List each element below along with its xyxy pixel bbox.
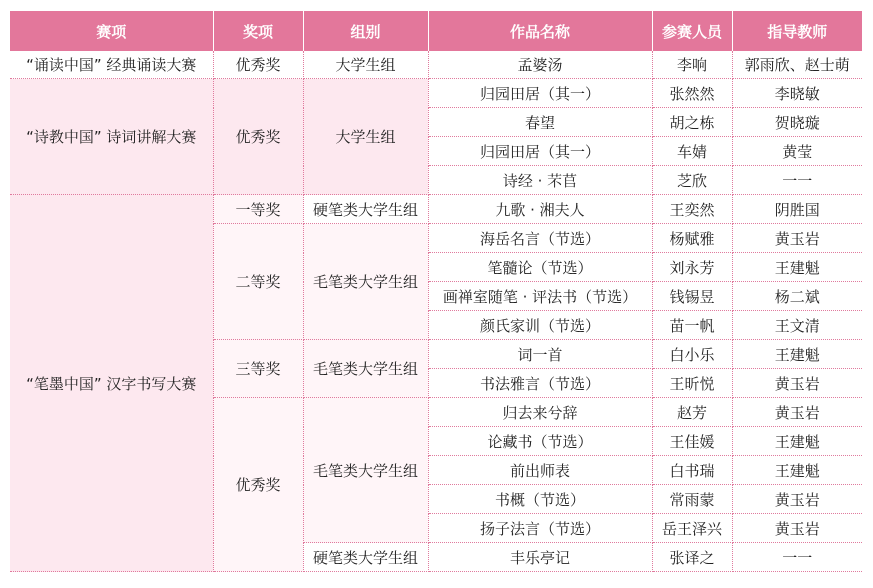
person-cell: 赵芳 bbox=[652, 398, 732, 427]
teacher-cell: 黄玉岩 bbox=[732, 514, 862, 543]
teacher-cell: 王建魁 bbox=[732, 427, 862, 456]
teacher-cell: 王建魁 bbox=[732, 253, 862, 282]
work-cell: 笔髓论（节选） bbox=[428, 253, 652, 282]
award-cell: 二等奖 bbox=[213, 224, 303, 340]
person-cell: 白小乐 bbox=[652, 340, 732, 369]
award-cell: 一等奖 bbox=[213, 195, 303, 224]
group-cell: 毛笔类大学生组 bbox=[303, 224, 428, 340]
work-cell: 九歌 · 湘夫人 bbox=[428, 195, 652, 224]
contest-cell: “诵读中国” 经典诵读大赛 bbox=[10, 51, 213, 79]
header-contest: 赛项 bbox=[10, 11, 213, 51]
teacher-cell: 黄玉岩 bbox=[732, 398, 862, 427]
header-award: 奖项 bbox=[213, 11, 303, 51]
header-teacher: 指导教师 bbox=[732, 11, 862, 51]
work-cell: 扬子法言（节选） bbox=[428, 514, 652, 543]
work-cell: 春望 bbox=[428, 108, 652, 137]
group-cell: 硬笔类大学生组 bbox=[303, 543, 428, 572]
work-cell: 颜氏家训（节选） bbox=[428, 311, 652, 340]
work-cell: 书法雅言（节选） bbox=[428, 369, 652, 398]
award-cell: 优秀奖 bbox=[213, 398, 303, 572]
person-cell: 苗一帆 bbox=[652, 311, 732, 340]
person-cell: 白书瑞 bbox=[652, 456, 732, 485]
table-row bbox=[10, 195, 862, 224]
work-cell: 归园田居（其一） bbox=[428, 137, 652, 166]
header-group: 组别 bbox=[303, 11, 428, 51]
group-cell: 大学生组 bbox=[303, 51, 428, 79]
work-cell: 画禅室随笔 · 评法书（节选） bbox=[428, 282, 652, 311]
award-cell: 优秀奖 bbox=[213, 51, 303, 79]
work-cell: 诗经 · 芣苢 bbox=[428, 166, 652, 195]
person-cell: 李响 bbox=[652, 51, 732, 79]
teacher-cell: 一一 bbox=[732, 166, 862, 195]
group-cell: 毛笔类大学生组 bbox=[303, 398, 428, 543]
person-cell: 张译之 bbox=[652, 543, 732, 572]
teacher-cell: 李晓敏 bbox=[732, 79, 862, 108]
teacher-cell: 郭雨欣、赵士萌 bbox=[732, 51, 862, 79]
award-table-container bbox=[10, 11, 862, 572]
work-cell: 归去来兮辞 bbox=[428, 398, 652, 427]
group-cell: 毛笔类大学生组 bbox=[303, 340, 428, 398]
person-cell: 胡之栋 bbox=[652, 108, 732, 137]
person-cell: 张然然 bbox=[652, 79, 732, 108]
award-cell: 三等奖 bbox=[213, 340, 303, 398]
teacher-cell: 杨二斌 bbox=[732, 282, 862, 311]
contest-cell: “笔墨中国” 汉字书写大赛 bbox=[10, 195, 213, 572]
teacher-cell: 黄玉岩 bbox=[732, 485, 862, 514]
table-row bbox=[10, 79, 862, 108]
teacher-cell: 阴胜国 bbox=[732, 195, 862, 224]
table-row bbox=[10, 51, 862, 79]
teacher-cell: 王建魁 bbox=[732, 340, 862, 369]
teacher-cell: 黄玉岩 bbox=[732, 224, 862, 253]
work-cell: 书概（节选） bbox=[428, 485, 652, 514]
person-cell: 杨赋雅 bbox=[652, 224, 732, 253]
person-cell: 王佳媛 bbox=[652, 427, 732, 456]
work-cell: 归园田居（其一） bbox=[428, 79, 652, 108]
group-cell: 大学生组 bbox=[303, 79, 428, 195]
work-cell: 丰乐亭记 bbox=[428, 543, 652, 572]
teacher-cell: 黄玉岩 bbox=[732, 369, 862, 398]
work-cell: 孟婆汤 bbox=[428, 51, 652, 79]
teacher-cell: 一一 bbox=[732, 543, 862, 572]
contest-cell: “诗教中国” 诗词讲解大赛 bbox=[10, 79, 213, 195]
teacher-cell: 王建魁 bbox=[732, 456, 862, 485]
person-cell: 常雨蒙 bbox=[652, 485, 732, 514]
person-cell: 钱锡昱 bbox=[652, 282, 732, 311]
group-cell: 硬笔类大学生组 bbox=[303, 195, 428, 224]
teacher-cell: 王文清 bbox=[732, 311, 862, 340]
work-cell: 词一首 bbox=[428, 340, 652, 369]
person-cell: 芝欣 bbox=[652, 166, 732, 195]
header-work: 作品名称 bbox=[428, 11, 652, 51]
award-table bbox=[10, 11, 862, 572]
work-cell: 海岳名言（节选） bbox=[428, 224, 652, 253]
person-cell: 车婧 bbox=[652, 137, 732, 166]
header-row bbox=[10, 11, 862, 51]
person-cell: 王昕悦 bbox=[652, 369, 732, 398]
person-cell: 岳王泽兴 bbox=[652, 514, 732, 543]
award-cell: 优秀奖 bbox=[213, 79, 303, 195]
header-person: 参赛人员 bbox=[652, 11, 732, 51]
work-cell: 论藏书（节选） bbox=[428, 427, 652, 456]
teacher-cell: 黄莹 bbox=[732, 137, 862, 166]
work-cell: 前出师表 bbox=[428, 456, 652, 485]
person-cell: 王奕然 bbox=[652, 195, 732, 224]
person-cell: 刘永芳 bbox=[652, 253, 732, 282]
teacher-cell: 贺晓璇 bbox=[732, 108, 862, 137]
